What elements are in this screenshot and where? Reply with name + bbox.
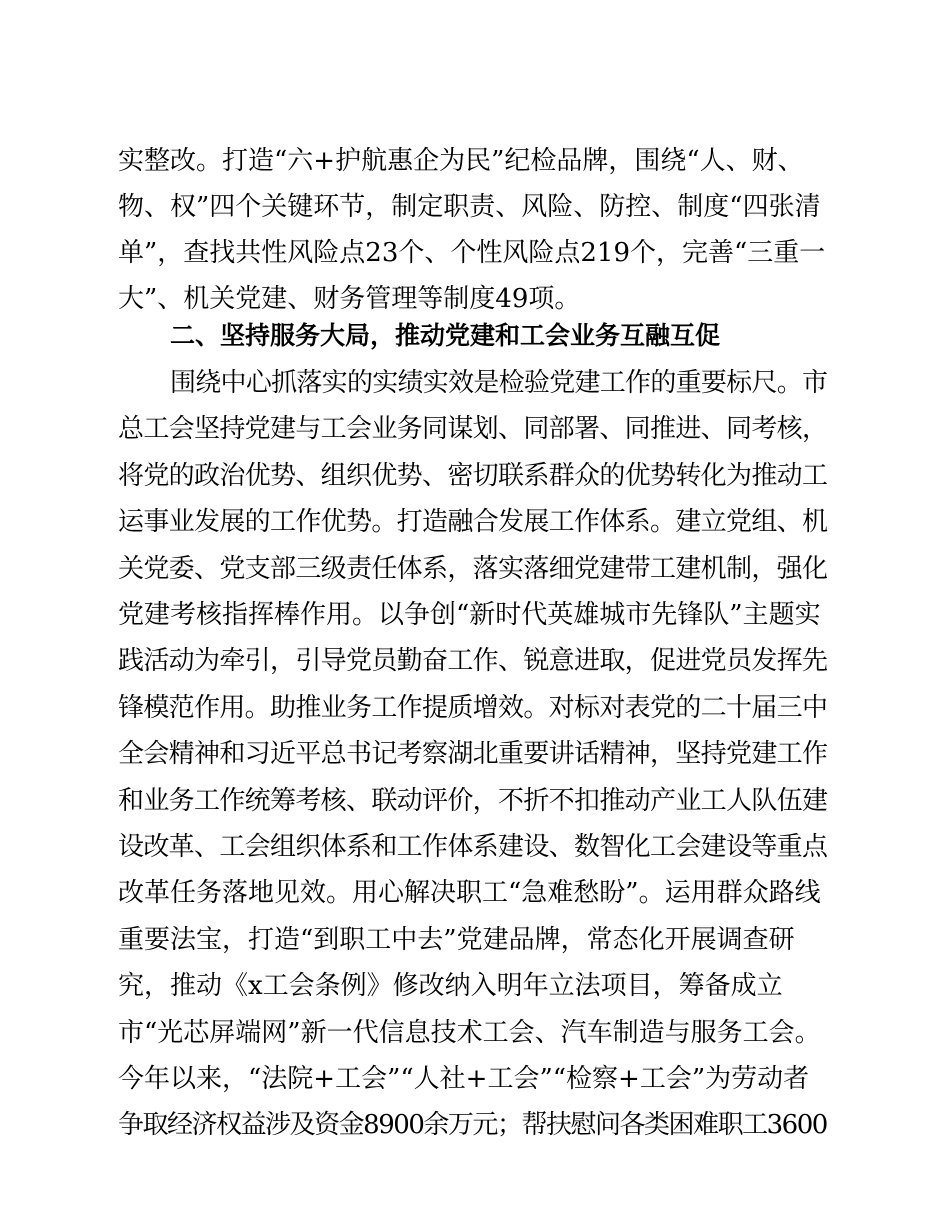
text-line: 和业务工作统筹考核、联动评价，不折不扣推动产业工人队伍建 <box>118 786 828 816</box>
text-line: 将党的政治优势、组织优势、密切联系群众的优势转化为推动工 <box>118 461 828 491</box>
text-line: 践活动为牵引，引导党员勤奋工作、锐意进取，促进党员发挥先 <box>118 646 828 676</box>
text-line: 设改革、工会组织体系和工作体系建设、数智化工会建设等重点 <box>118 832 828 862</box>
text-line: 究，推动《x工会条例》修改纳入明年立法项目，筹备成立 <box>118 971 783 1001</box>
text-line: 总工会坚持党建与工会业务同谋划、同部署、同推进、同考核， <box>118 414 828 444</box>
text-line: 锋模范作用。助推业务工作提质增效。对标对表党的二十届三中 <box>118 693 828 723</box>
text-line: 运事业发展的工作优势。打造融合发展工作体系。建立党组、机 <box>118 507 828 537</box>
text-line: 关党委、党支部三级责任体系，落实落细党建带工建机制，强化 <box>118 554 828 584</box>
text-line: 全会精神和习近平总书记考察湖北重要讲话精神，坚持党建工作 <box>118 739 828 769</box>
section-heading: 二、坚持服务大局，推动党建和工会业务互融互促 <box>170 321 721 350</box>
text-line: 改革任务落地见效。用心解决职工“急难愁盼”。运用群众路线 <box>118 878 821 908</box>
text-line: 市“光芯屏端网”新一代信息技术工会、汽车制造与服务工会。 <box>118 1018 821 1048</box>
text-line: 大”、机关党建、财务管理等制度49项。 <box>118 284 581 314</box>
text-line: 物、权”四个关键环节，制定职责、风险、防控、制度“四张清 <box>118 192 821 222</box>
text-line: 实整改。打造“六+护航惠企为民”纪检品牌，围绕“人、财、 <box>118 146 804 176</box>
text-line: 围绕中心抓落实的实绩实效是检验党建工作的重要标尺。市 <box>170 368 828 398</box>
text-line: 今年以来，“法院+工会”“人社+工会”“检察+工会”为劳动者 <box>118 1064 810 1094</box>
text-line: 党建考核指挥棒作用。以争创“新时代英雄城市先锋队”主题实 <box>118 600 821 630</box>
text-line: 重要法宝，打造“到职工中去”党建品牌，常态化开展调查研 <box>118 925 795 955</box>
text-line: 单”，查找共性风险点23个、个性风险点219个，完善“三重一 <box>118 238 826 268</box>
text-line: 争取经济权益涉及资金8900余万元；帮扶慰问各类困难职工3600 <box>118 1110 827 1140</box>
